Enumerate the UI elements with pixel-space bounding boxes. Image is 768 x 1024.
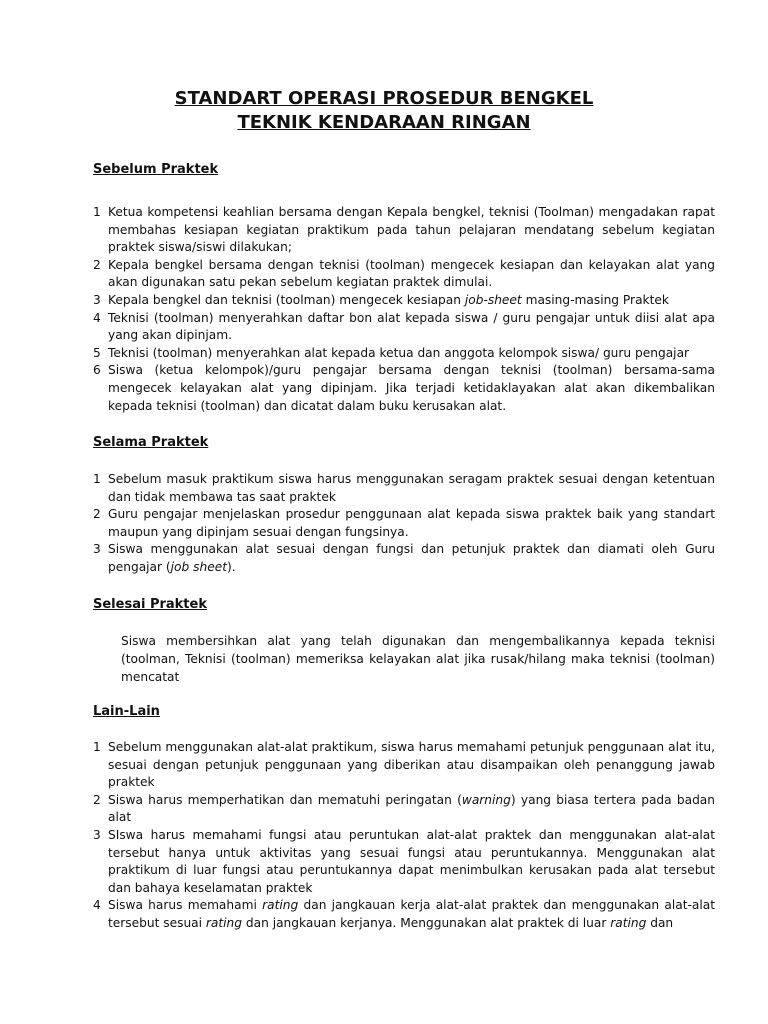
item-text-italic: warning xyxy=(461,792,511,807)
item-text: Siswa harus memahami xyxy=(108,898,263,913)
list-item xyxy=(93,345,715,363)
list-item xyxy=(93,292,715,310)
list-item xyxy=(93,792,715,827)
document-title-line1: STANDART OPERASI PROSEDUR BENGKEL xyxy=(174,88,594,109)
list-item xyxy=(93,204,715,257)
item-text: Kepala bengkel bersama dengan teknisi (toolman) mengecek kesiapan dan kelayakan alat yang akan digunakan satu pekan sebelum kegiatan praktek dimulai. xyxy=(108,257,715,290)
item-text: ). xyxy=(226,559,236,574)
item-number: 1 xyxy=(93,472,101,486)
item-number: 6 xyxy=(93,363,101,378)
item-text: ) yang biasa tertera pada badan alat xyxy=(108,792,715,825)
list-lain xyxy=(93,739,715,933)
item-number: 3 xyxy=(93,827,101,842)
section-heading-selesai: Selesai Praktek xyxy=(93,597,207,612)
item-number: 1 xyxy=(93,740,101,754)
list-selama xyxy=(93,471,715,577)
item-text-italic: job-sheet xyxy=(464,292,522,307)
item-number: 5 xyxy=(93,345,101,360)
list-item xyxy=(93,541,715,576)
item-text: Siswa harus memperhatikan dan mematuhi peringatan ( xyxy=(108,792,462,807)
list-item xyxy=(93,739,715,792)
item-text: Ketua kompetensi keahlian bersama dengan Kepala bengkel, teknisi (Toolman) mengadakan rapat membahas kesiapan kegiatan praktikum pada tahun pelajaran mendatang sebelum kegiatan praktek siswa/siswi dilakukan; xyxy=(108,205,715,255)
selesai-paragraph: Siswa membersihkan alat yang telah digunakan dan mengembalikannya kepada teknisi (toolman, Teknisi (toolman) memeriksa kelayakan alat jika rusak/hilang maka teknisi (toolman) mencatat xyxy=(121,634,715,684)
item-text: Teknisi (toolman) menyerahkan daftar bon alat kepada siswa / guru pengajar untuk diisi alat apa yang akan dipinjam. xyxy=(108,310,715,343)
list-item xyxy=(93,827,715,897)
list-item xyxy=(93,362,715,415)
item-text: dan jangkauan kerjanya. Menggunakan alat praktek di luar xyxy=(242,915,611,930)
item-text: Kepala bengkel dan teknisi (toolman) mengecek kesiapan xyxy=(108,292,465,307)
item-number: 4 xyxy=(93,898,101,913)
list-sebelum xyxy=(93,204,715,415)
section-heading-sebelum: Sebelum Praktek xyxy=(93,162,219,177)
list-item xyxy=(93,257,715,292)
item-text: dan xyxy=(646,915,674,930)
item-number: 2 xyxy=(93,507,101,522)
item-number: 1 xyxy=(93,205,101,219)
list-item xyxy=(93,310,715,345)
item-text: masing-masing Praktek xyxy=(521,292,669,307)
item-text: dan jangkauan kerja alat-alat praktek dan menggunakan alat-alat tersebut sesuai xyxy=(108,898,715,930)
item-number: 2 xyxy=(93,792,101,807)
section-heading-selama: Selama Praktek xyxy=(93,435,209,450)
item-text: Guru pengajar menjelaskan prosedur penggunaan alat kepada siswa praktek baik yang standart maupun yang dipinjam sesuai dengan fungsinya. xyxy=(108,507,715,539)
list-item xyxy=(93,506,715,541)
section-heading-lain: Lain-Lain xyxy=(93,704,160,719)
item-number: 2 xyxy=(93,257,101,272)
list-item xyxy=(93,471,715,506)
item-text-italic: rating xyxy=(262,898,299,913)
item-text-italic: job sheet xyxy=(170,559,227,574)
item-text: Teknisi (toolman) menyerahkan alat kepada ketua dan anggota kelompok siswa/ guru pengajar xyxy=(108,345,690,360)
item-number: 3 xyxy=(93,542,101,557)
item-text: Sebelum menggunakan alat-alat praktikum, siswa harus memahami petunjuk penggunaan alat itu, sesuai dengan petunjuk penggunaan yang diberikan atau disampaikan oleh penanggung jawab praktek xyxy=(108,740,715,790)
list-item xyxy=(93,897,715,932)
item-number: 3 xyxy=(93,292,101,307)
item-text: Sebelum masuk praktikum siswa harus menggunakan seragam praktek sesuai dengan ketentuan dan tidak membawa tas saat praktek xyxy=(108,472,715,504)
item-number: 4 xyxy=(93,310,101,325)
document-title-line2: TEKNIK KENDARAAN RINGAN xyxy=(237,112,531,133)
item-text-italic: rating xyxy=(610,915,647,930)
item-text: SIswa harus memahami fungsi atau peruntukan alat-alat praktek dan menggunakan alat-alat tersebut hanya untuk aktivitas yang sesuai fungsi atau peruntukannya. Menggunakan alat praktikum di luar fungsi atau peruntukannya dapat menimbulkan kerusakan pada alat tersebut dan bahaya keselamatan praktek xyxy=(108,827,715,895)
item-text: Siswa menggunakan alat sesuai dengan fungsi dan petunjuk praktek dan diamati oleh Guru pengajar ( xyxy=(108,542,715,574)
item-text: Siswa (ketua kelompok)/guru pengajar bersama dengan teknisi (toolman) bersama-sama mengecek kelayakan alat yang dipinjam. Jika terjadi ketidaklayakan alat akan dikembalikan kepada teknisi (toolman) dan dicatat dalam buku kerusakan alat. xyxy=(108,363,715,413)
item-text-italic: rating xyxy=(205,915,243,930)
